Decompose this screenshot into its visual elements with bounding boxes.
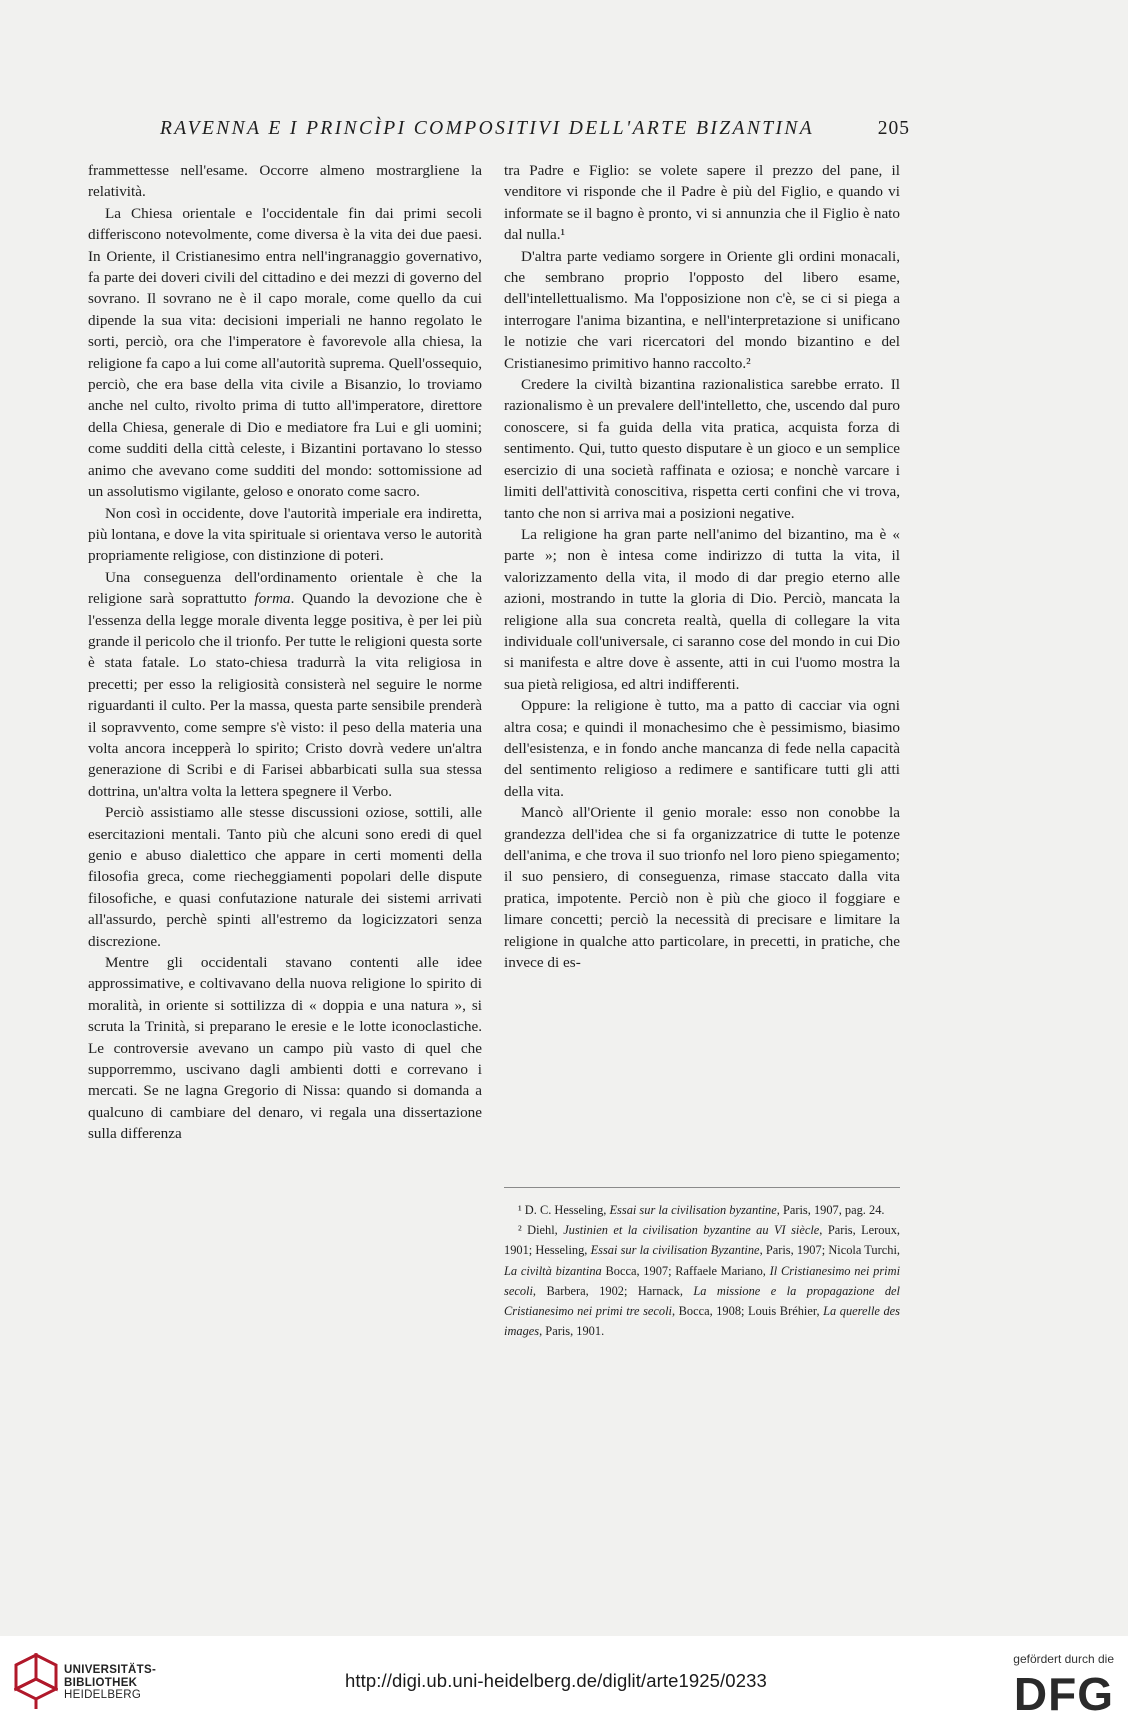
page-number: 205 [877, 118, 910, 139]
text-run: ¹ D. C. Hesseling, [518, 1203, 610, 1217]
library-name-line: UNIVERSITÄTS- [64, 1664, 157, 1676]
library-name [64, 1664, 156, 1702]
footnote-1 [504, 1200, 900, 1220]
paragraph: Credere la civiltà bizantina razionalistica sarebbe errato. Il razionalismo è un prevalere dell'intelletto, che, uscendo dal puro conoscere, si fa guida della vita pratica, acquista forza di sentimento. Qui, tutto questo disputare è un gioco e un semplice esercizio di una società raffinata e oziosa; e nonchè varcare i limiti dell'attività conoscitiva, rispetta certi confini che vi trova, tanto che non si arriva mai a posizioni negative. [504, 376, 900, 522]
paragraph: D'altra parte vediamo sorgere in Oriente gli ordini monacali, che sembrano proprio l'opposto del libero esame, dell'intellettualismo. Ma l'opposizione non c'è, se ci si piega a interrogare l'anima bizantina, e nell'interpretazione si unificano le notizie che vari ricercatori del mondo bizantino e del Cristianesimo primitivo hanno raccolto.² [504, 247, 900, 372]
footer-bar [0, 1636, 1128, 1725]
paragraph: La religione ha gran parte nell'animo del bizantino, ma è « parte »; non è intesa come indirizzo di tutta la vita, il valorizzamento della vita, il modo di dar pregio eterno alle azioni, mostrando in tutte la gloria di Dio. Perciò, mancata la religione alla sua concreta realtà, quella di collegare la vita individuale coll'universale, ci saranno cose del mondo in cui Dio si manifesta e altre dove è assente, atti in cui l'uomo mostra la sua pietà religiosa, ed altri indifferenti. [504, 525, 900, 693]
paragraph [88, 567, 482, 802]
citation-title: Essai sur la civilisation byzantine [609, 1203, 777, 1217]
paragraph: frammettesse nell'esame. Occorre almeno mostrargliene la relatività. [88, 162, 482, 201]
paragraph: Oppure: la religione è tutto, ma a patto di cacciar via ogni altra cosa; e quindi il monachesimo che è pessimismo, biasimo dell'esistenza, e in fondo anche mancanza di fede nella capacità del sentimento religioso a redimere e santificare tutti gli atti della vita. [504, 697, 900, 800]
left-column [88, 160, 482, 1145]
text-run: . Quando la devozione che è l'essenza della legge morale diventa legge positiva, è per lei più grande il pericolo che il trionfo. Per tutte le religioni questa sorte è stata fatale. Lo stato-chiesa tradurrà la vita religiosa in precetti; per esso la religiosità consisterà nel seguire le norme riguardanti il culto. Per la massa, questa parte sensibile prenderà il sopravvento, come sempre s'è visto: il peso della materia una volta ancora incepperà lo spirito; Cristo dovrà vedere un'altra generazione di Scribi e di Farisei abbarbicati sulla sua stessa dottrina, un'altra volta la lettera spegnere il Verbo. [88, 590, 482, 800]
page-header [160, 118, 910, 148]
italic-term: forma [254, 590, 291, 608]
footnote-divider [504, 1187, 900, 1188]
text-run: Bocca, 1907; Raffaele Mariano, [601, 1263, 770, 1278]
running-title: RAVENNA E I PRINCÌPI COMPOSITIVI DELL'ARTE BIZANTINA [160, 118, 815, 139]
paragraph: Mentre gli occidentali stavano contenti alle idee approssimative, e coltivavano della nuova religione lo spirito di moralità, in oriente si sottilizza di « doppia e una natura », si scruta la Trinità, si preparano le eresie e le lotte iconoclastiche. Le controversie avevano un campo più vasto di quel che supporremmo, uscivano dagli ambienti dotti e correvano i mercati. Se ne lagna Gregorio di Nissa: quando si domanda a qualcuno di cambiare del denaro, vi regala una dissertazione sulla differenza [88, 954, 482, 1143]
funded-by-label: gefördert durch die [1013, 1652, 1114, 1666]
citation-title: Il Cristianesimo nei primi secoli [504, 1263, 901, 1298]
permalink-url[interactable]: http://digi.ub.uni-heidelberg.de/diglit/arte1925/0233 [345, 1670, 767, 1691]
dfg-logo: DFG [1013, 1668, 1114, 1720]
text-run: , Paris, 1907; Nicola Turchi, [759, 1243, 900, 1258]
right-column [504, 160, 900, 973]
ub-heidelberg-logo [14, 1653, 58, 1711]
citation-title: Essai sur la civilisation Byzantine [590, 1243, 760, 1258]
text-run: , Paris, 1907, pag. 24. [776, 1203, 885, 1217]
text-run: , Bocca, 1908; Louis Bréhier, [671, 1304, 824, 1319]
paragraph: La Chiesa orientale e l'occidentale fin dai primi secoli differiscono notevolmente, come diversa è la vita dei due paesi. In Oriente, il Cristianesimo entra nell'ingranaggio governativo, fa parte dei doveri civili del cittadino e dei mezzi di governo del sovrano. Il sovrano ne è il capo morale, come quello da cui dipende la sua vita: decisioni imperiali ne hanno regolato le sorti, perciò, ora che l'imperatore è favorevole alla chiesa, la religione fa capo a lui come all'autorità suprema. Quell'ossequio, perciò, che era base della vita civile a Bisanzio, lo troviamo anche nel culto, rivolto prima di tutto all'imperatore, direttore della Chiesa, generale di Dio e mediatore fra Lui e gli uomini; come sudditi della città celeste, i Bizantini portavano lo stesso animo che avevano come sudditi del mondo: sottomissione ad un assolutismo vigilante, geloso e onorato come sacro. [88, 204, 482, 501]
text-run: , Barbera, 1902; Harnack, [532, 1283, 694, 1298]
paragraph: Perciò assistiamo alle stesse discussioni oziose, sottili, alle esercitazioni mentali. Tanto più che alcuni sono eredi di quel genio e abuso dialettico che appare in certi momenti della filosofia greca, come riecheggiamenti popolari delle dispute filosofiche, e quasi confutazione naturale dei sistemi arrivati all'assurdo, perchè spinti all'estremo da logicizzatori senza discrezione. [88, 804, 482, 950]
text-run: Una conseguenza dell'ordinamento orientale è che la religione sarà soprattutto [88, 568, 482, 608]
paragraph: Non così in occidente, dove l'autorità imperiale era indiretta, più lontana, e dove la vita spirituale si orientava verso le autorità propriamente religiose, con distinzione di poteri. [88, 504, 482, 565]
text-run: ² Diehl, [518, 1223, 564, 1238]
citation-title: Justinien et la civilisation byzantine au VI siècle [563, 1223, 820, 1238]
footnote-2 [504, 1220, 900, 1341]
text-run: , Paris, 1901. [539, 1324, 605, 1339]
paragraph: Mancò all'Oriente il genio morale: esso non conobbe la grandezza dell'idea che si fa organizzatrice di tutte le potenze dell'anima, e che trova il suo trionfo nel loro pieno spiegamento; il suo pensiero, di conseguenza, rimase staccato dalla vita pratica, impotente. Perciò non è più che gioco il foggiare e limare concetti; perciò la necessità di precisare e limitare la religione in qualche atto particolare, in precetti, in pratiche, che invece di es- [504, 804, 900, 972]
footnotes [504, 1200, 900, 1341]
citation-title: La civiltà bizantina [504, 1263, 602, 1278]
citation-title: La querelle des images [504, 1304, 900, 1339]
citation-title: La missione e la propagazione del Cristianesimo nei primi tre secoli [504, 1283, 900, 1319]
library-name-line: HEIDELBERG [64, 1689, 142, 1701]
library-name-line: BIBLIOTHEK [64, 1676, 138, 1689]
paragraph: tra Padre e Figlio: se volete sapere il prezzo del pane, il venditore vi risponde che il Padre è più del Figlio, e quando vi informate se il bagno è pronto, vi si annunzia che il Figlio è nato dal nulla.¹ [504, 162, 900, 244]
text-run: , Paris, Leroux, 1901; Hesseling, [504, 1223, 900, 1258]
